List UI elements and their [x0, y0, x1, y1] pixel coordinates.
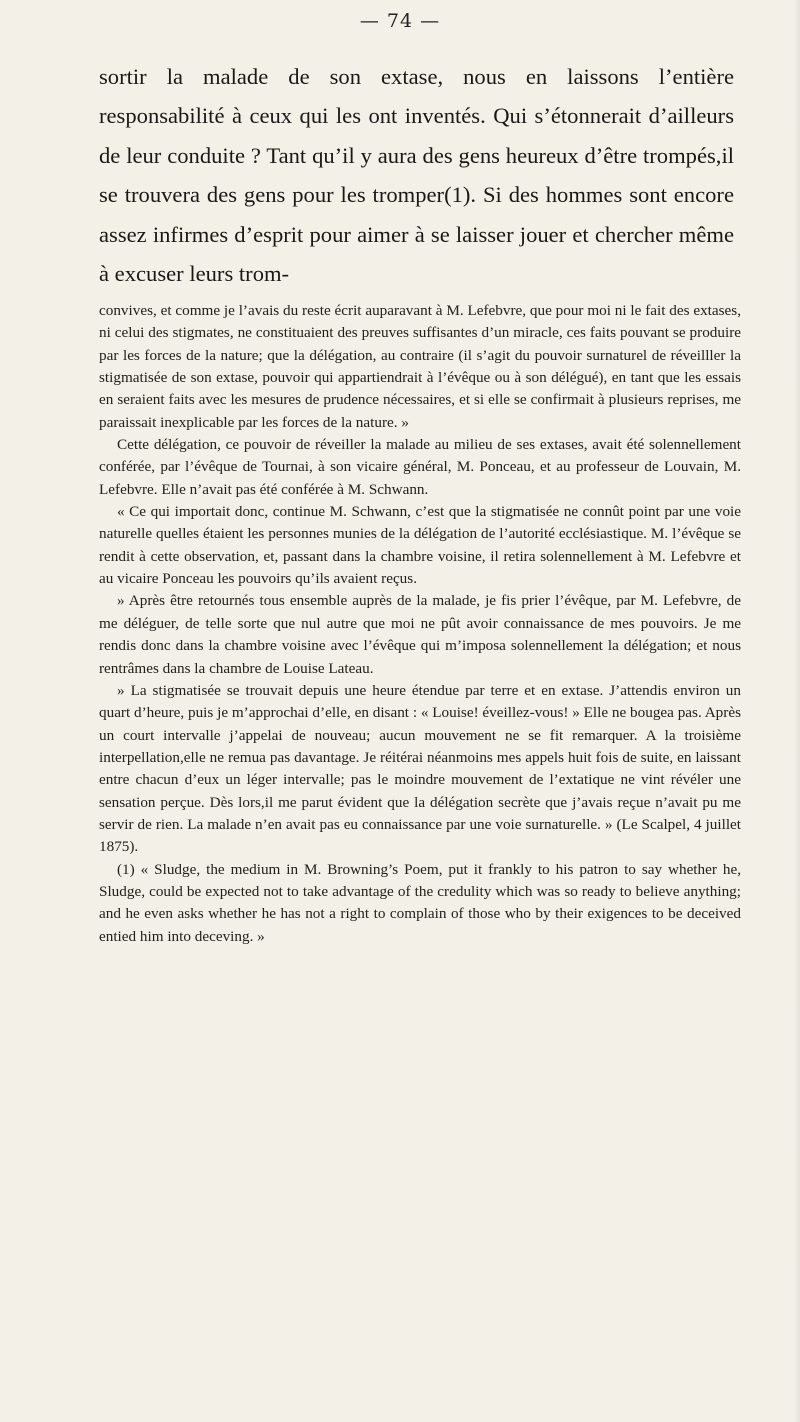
footnote-paragraph: Cette délégation, ce pouvoir de réveiller la malade au milieu de ses extases, avait été solennellement conférée, par l’évêque de Tournai, à son vicaire général, M. Ponceau, et au professeur de Louvain, M. Lefebvre. Elle n’avait pas été conférée à M. Schwann.: [99, 436, 741, 498]
page-edge-shadow: [794, 0, 800, 1422]
footnote-paragraph: » Après être retournés tous ensemble auprès de la malade, je fis prier l’évêque, par M. Lefebvre, de me déléguer, de telle sorte que nul autre que moi ne pût avoir connaissance de mes pouvoirs. Je me rendis donc dans la chambre voisine avec l’évêque qui m’imposa solennellement la délégation; et nous rentrâmes dans la chambre de Louise Lateau.: [99, 592, 741, 677]
footnote-paragraph: » La stigmatisée se trouvait depuis une heure étendue par terre et en extase. J’attendis environ un quart d’heure, puis je m’approchai d’elle, en disant : « Louise! éveillez-vous! » Elle ne bougea pas. Après un court intervalle j’appelai de nouveau; aucun mouvement ne se fit remarquer. A la troisième interpellation,elle ne remua pas davantage. Je réitérai néanmoins mes appels huit fois de suite, en laissant entre chacun d’eux un léger intervalle; pas le moindre mouvement de l’extatique ne vint révéler une sensation perçue. Dès lors,il me parut évident que la délégation secrète que j’avais reçue n’avait pu me servir de rien. La malade n’en avait pas eu connaissance par une voie surnaturelle. » (Le Scalpel, 4 juillet 1875).: [99, 681, 741, 856]
page-number: — 74 —: [359, 10, 441, 32]
footnote-paragraph: (1) « Sludge, the medium in M. Browning’s Poem, put it frankly to his patron to say whether he, Sludge, could be expected not to take advantage of the credulity which was so ready to believe anything; and he even asks whether he has not a right to complain of those who by their exigences to be deceived entied him into deceving. »: [99, 860, 741, 945]
footnote-paragraph: « Ce qui importait donc, continue M. Schwann, c’est que la stigmatisée ne connût point par une voie naturelle quelles étaient les personnes munies de la délégation de l’autorité ecclésiastique. M. l’évêque se rendit à cette observation, et, passant dans la chambre voisine, il retira solennellement à M. Lefebvre et au vicaire Ponceau les pouvoirs qu’ils avaient reçus.: [99, 503, 741, 588]
main-text-block: [99, 57, 734, 293]
footnote-paragraph: convives, et comme je l’avais du reste écrit auparavant à M. Lefebvre, que pour moi ni le fait des extases, ni celui des stigmates, ne constituaient des preuves suffisantes d’un miracle, ces faits pouvant se produire par les forces de la nature; que la délégation, au contraire (il s’agit du pouvoir surnaturel de réveilller la stigmatisée de son extase, pouvoir qui appartiendrait à l’évêque ou à son délégué), en tant que les essais en seraient faits avec les mesures de prudence nécessaires, et si elle se confirmait à plusieurs reprises, me paraissait inexplicable par les forces de la nature. »: [99, 302, 741, 431]
footnotes-block: [99, 300, 741, 948]
main-paragraph: sortir la malade de son extase, nous en laissons l’entière responsabilité à ceux qui les ont inventés. Qui s’étonnerait d’ailleurs de leur conduite ? Tant qu’il y aura des gens heureux d’être trompés,il se trouvera des gens pour les tromper(1). Si des hommes sont encore assez infirmes d’esprit pour aimer à se laisser jouer et chercher même à excuser leurs trom-: [99, 64, 734, 287]
